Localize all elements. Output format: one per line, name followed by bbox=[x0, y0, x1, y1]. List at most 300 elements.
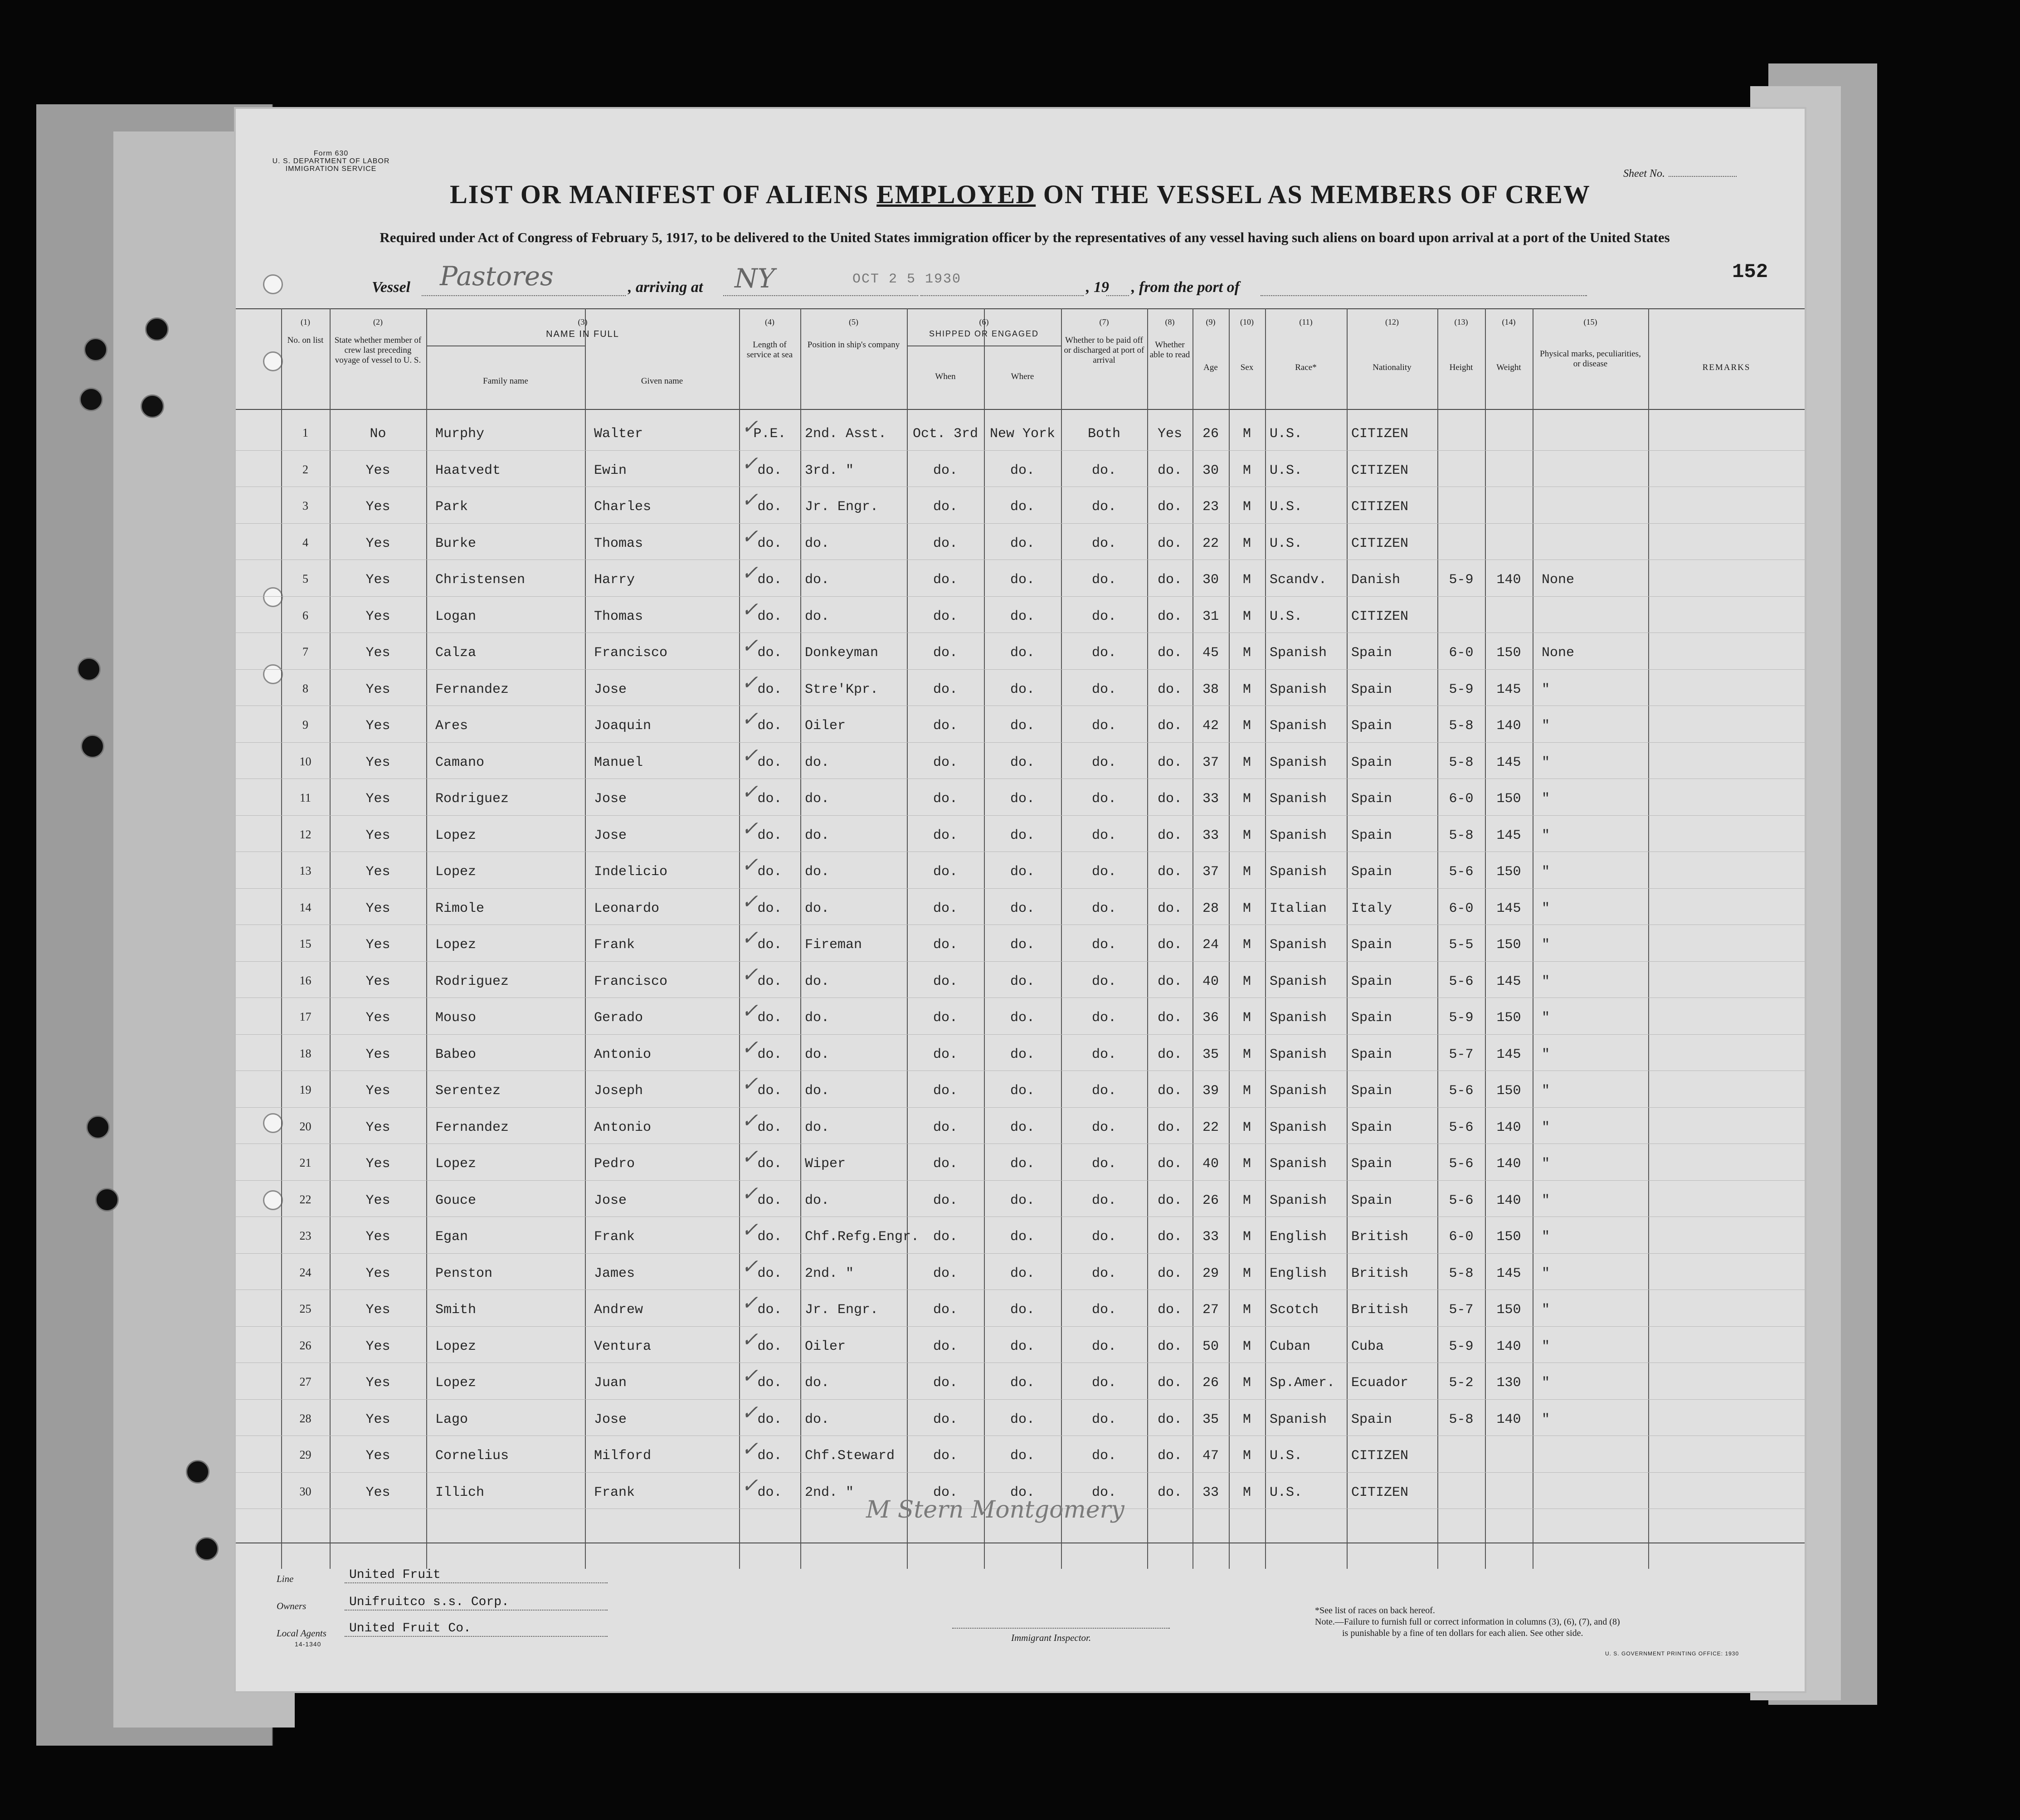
check-mark-icon: ✓ bbox=[741, 1182, 758, 1205]
height-cell: 5-8 bbox=[1449, 1411, 1474, 1427]
able-read-cell: do. bbox=[1157, 1375, 1182, 1391]
paid-off-cell: do. bbox=[1091, 827, 1116, 843]
prev-voyage-cell: Yes bbox=[365, 791, 390, 807]
shipped-when-cell: do. bbox=[933, 718, 958, 734]
owners-blank bbox=[345, 1610, 608, 1611]
row-number: 6 bbox=[302, 608, 308, 622]
age-cell: 26 bbox=[1202, 1192, 1219, 1208]
department-name: U. S. DEPARTMENT OF LABOR bbox=[272, 157, 390, 165]
shipped-where-cell: New York bbox=[989, 426, 1056, 442]
row-number: 5 bbox=[302, 572, 308, 585]
given-name-cell: Jose bbox=[594, 827, 627, 843]
binder-hole bbox=[86, 1115, 110, 1139]
document-subtitle: Required under Act of Congress of February 5, 1917, to be delivered to the United States immigration officer by the representatives of any vessel having such aliens on board upon arrival at a port of the United States bbox=[380, 229, 1670, 245]
sex-cell: M bbox=[1242, 754, 1251, 770]
prev-voyage-cell: Yes bbox=[365, 1156, 390, 1172]
header-length-service: Length of service at sea bbox=[746, 340, 793, 360]
able-read-cell: do. bbox=[1157, 535, 1182, 551]
nationality-cell: CITIZEN bbox=[1351, 1484, 1409, 1500]
shipped-when-cell: do. bbox=[933, 1411, 958, 1427]
race-cell: U.S. bbox=[1270, 462, 1303, 478]
shipped-where-cell: do. bbox=[1010, 900, 1035, 916]
row-number: 16 bbox=[299, 973, 312, 987]
binder-hole bbox=[145, 317, 169, 341]
physical-marks-cell: " bbox=[1542, 791, 1550, 807]
height-cell: 5-7 bbox=[1449, 1302, 1474, 1318]
family-name-cell: Gouce bbox=[435, 1192, 477, 1208]
length-service-cell: do. bbox=[757, 572, 782, 588]
sex-cell: M bbox=[1242, 1302, 1251, 1318]
check-mark-icon: ✓ bbox=[741, 1145, 758, 1168]
row-rule bbox=[236, 1326, 1805, 1327]
nationality-cell: Spain bbox=[1351, 864, 1392, 880]
row-number: 7 bbox=[302, 645, 308, 658]
col-number: (5) bbox=[849, 317, 858, 326]
sex-cell: M bbox=[1242, 791, 1251, 807]
shipped-where-cell: do. bbox=[1010, 499, 1035, 515]
age-cell: 39 bbox=[1202, 1083, 1219, 1099]
race-cell: U.S. bbox=[1270, 499, 1303, 515]
row-number: 10 bbox=[299, 754, 312, 768]
age-cell: 45 bbox=[1202, 645, 1219, 661]
check-mark-icon: ✓ bbox=[741, 1036, 758, 1059]
form-identifier bbox=[272, 150, 390, 173]
owners-value: Unifruitco s.s. Corp. bbox=[349, 1595, 509, 1609]
family-name-cell: Christensen bbox=[435, 572, 526, 588]
agents-value: United Fruit Co. bbox=[349, 1621, 471, 1635]
date-stamp: OCT 2 5 1930 bbox=[852, 272, 962, 287]
col-rule bbox=[1265, 308, 1266, 1569]
prev-voyage-cell: Yes bbox=[365, 1265, 390, 1281]
age-cell: 37 bbox=[1202, 754, 1219, 770]
prev-voyage-cell: Yes bbox=[365, 499, 390, 515]
height-cell: 5-9 bbox=[1449, 1338, 1474, 1354]
crew-table bbox=[236, 308, 1805, 1569]
inspector-signature: M Stern Montgomery bbox=[866, 1496, 1124, 1523]
shipped-when-cell: do. bbox=[933, 681, 958, 697]
paid-off-cell: do. bbox=[1091, 645, 1116, 661]
check-mark-icon: ✓ bbox=[741, 963, 758, 986]
race-cell: Spanish bbox=[1270, 681, 1327, 697]
binder-hole bbox=[81, 735, 104, 758]
physical-marks-cell: " bbox=[1542, 754, 1550, 770]
col-number: (11) bbox=[1299, 317, 1313, 326]
title-part-3: ON THE VESSEL AS MEMBERS OF CREW bbox=[1036, 180, 1591, 209]
prev-voyage-cell: Yes bbox=[365, 900, 390, 916]
height-cell: 6-0 bbox=[1449, 791, 1474, 807]
given-name-cell: Jose bbox=[594, 1192, 627, 1208]
shipped-where-cell: do. bbox=[1010, 1448, 1035, 1464]
row-rule bbox=[236, 596, 1805, 597]
family-name-cell: Egan bbox=[435, 1229, 468, 1245]
check-mark-icon: ✓ bbox=[741, 890, 758, 913]
check-mark-icon: ✓ bbox=[741, 1291, 758, 1314]
sex-cell: M bbox=[1242, 827, 1251, 843]
sex-cell: M bbox=[1242, 1046, 1251, 1062]
header-name-in-full: NAME IN FULL bbox=[546, 329, 619, 339]
height-cell: 5-8 bbox=[1449, 718, 1474, 734]
paid-off-cell: do. bbox=[1091, 572, 1116, 588]
sex-cell: M bbox=[1242, 973, 1251, 989]
footnote-races: *See list of races on back hereof. bbox=[1315, 1606, 1435, 1616]
prev-voyage-cell: Yes bbox=[365, 754, 390, 770]
row-rule bbox=[236, 450, 1805, 451]
given-name-cell: Walter bbox=[594, 426, 643, 442]
row-number: 22 bbox=[299, 1192, 312, 1206]
family-name-cell: Ares bbox=[435, 718, 468, 734]
col-number: (8) bbox=[1165, 317, 1175, 326]
prev-voyage-cell: Yes bbox=[365, 1411, 390, 1427]
check-mark-icon: ✓ bbox=[741, 634, 758, 657]
race-cell: Spanish bbox=[1270, 864, 1327, 880]
sex-cell: M bbox=[1242, 1192, 1251, 1208]
row-rule bbox=[236, 1399, 1805, 1400]
length-service-cell: do. bbox=[757, 754, 782, 770]
shipped-when-cell: do. bbox=[933, 645, 958, 661]
row-rule bbox=[236, 815, 1805, 816]
paid-off-cell: do. bbox=[1091, 1265, 1116, 1281]
prev-voyage-cell: Yes bbox=[365, 1338, 390, 1354]
given-name-cell: James bbox=[594, 1265, 635, 1281]
shipped-when-cell: do. bbox=[933, 864, 958, 880]
able-read-cell: do. bbox=[1157, 462, 1182, 478]
position-cell: Wiper bbox=[805, 1156, 846, 1172]
check-mark-icon: ✓ bbox=[741, 999, 758, 1022]
paid-off-cell: do. bbox=[1091, 754, 1116, 770]
service-name: IMMIGRATION SERVICE bbox=[285, 165, 377, 173]
race-cell: Spanish bbox=[1270, 754, 1327, 770]
height-cell: 5-6 bbox=[1449, 1192, 1474, 1208]
header-prev-voyage: State whether member of crew last preceding voyage of vessel to U. S. bbox=[334, 336, 422, 365]
shipped-when-cell: do. bbox=[933, 1229, 958, 1245]
arriving-value: NY bbox=[735, 263, 775, 294]
position-cell: do. bbox=[805, 535, 830, 551]
header-paid-off: Whether to be paid off or discharged at port of arrival bbox=[1064, 336, 1144, 365]
able-read-cell: do. bbox=[1157, 1229, 1182, 1245]
prev-voyage-cell: Yes bbox=[365, 864, 390, 880]
given-name-cell: Ventura bbox=[594, 1338, 652, 1354]
paid-off-cell: do. bbox=[1091, 937, 1116, 953]
form-number: Form 630 bbox=[313, 150, 349, 157]
length-service-cell: do. bbox=[757, 681, 782, 697]
race-cell: Spanish bbox=[1270, 718, 1327, 734]
able-read-cell: do. bbox=[1157, 499, 1182, 515]
given-name-cell: Indelicio bbox=[594, 864, 668, 880]
age-cell: 37 bbox=[1202, 864, 1219, 880]
shipped-where-cell: do. bbox=[1010, 535, 1035, 551]
shipped-when-cell: do. bbox=[933, 1192, 958, 1208]
position-cell: 2nd. " bbox=[805, 1484, 854, 1500]
race-cell: Spanish bbox=[1270, 1046, 1327, 1062]
footnote-fine-cont: is punishable by a fine of ten dollars for each alien. See other side. bbox=[1342, 1628, 1583, 1638]
prev-voyage-cell: Yes bbox=[365, 462, 390, 478]
paid-off-cell: do. bbox=[1091, 462, 1116, 478]
age-cell: 42 bbox=[1202, 718, 1219, 734]
col-number: (6) bbox=[979, 317, 989, 326]
able-read-cell: do. bbox=[1157, 1484, 1182, 1500]
sex-cell: M bbox=[1242, 1083, 1251, 1099]
nationality-cell: Spain bbox=[1351, 718, 1392, 734]
physical-marks-cell: " bbox=[1542, 864, 1550, 880]
age-cell: 22 bbox=[1202, 535, 1219, 551]
paid-off-cell: do. bbox=[1091, 1046, 1116, 1062]
row-number: 14 bbox=[299, 900, 312, 914]
row-number: 13 bbox=[299, 864, 312, 877]
binder-hole bbox=[95, 1188, 119, 1212]
nationality-cell: Cuba bbox=[1351, 1338, 1384, 1354]
length-service-cell: do. bbox=[757, 1338, 782, 1354]
check-mark-icon: ✓ bbox=[741, 853, 758, 876]
shipped-when-cell: do. bbox=[933, 1338, 958, 1354]
shipped-when-cell: do. bbox=[933, 1083, 958, 1099]
check-mark-icon: ✓ bbox=[741, 1072, 758, 1095]
weight-cell: 145 bbox=[1496, 754, 1521, 770]
position-cell: do. bbox=[805, 572, 830, 588]
race-cell: Spanish bbox=[1270, 1156, 1327, 1172]
physical-marks-cell: " bbox=[1542, 1375, 1550, 1391]
length-service-cell: do. bbox=[757, 1192, 782, 1208]
paid-off-cell: do. bbox=[1091, 608, 1116, 624]
height-cell: 5-9 bbox=[1449, 681, 1474, 697]
physical-marks-cell: " bbox=[1542, 1302, 1550, 1318]
position-cell: do. bbox=[805, 791, 830, 807]
col-number: (9) bbox=[1206, 317, 1216, 326]
able-read-cell: do. bbox=[1157, 1046, 1182, 1062]
check-mark-icon: ✓ bbox=[741, 525, 758, 548]
able-read-cell: do. bbox=[1157, 718, 1182, 734]
paid-off-cell: do. bbox=[1091, 1448, 1116, 1464]
check-mark-icon: ✓ bbox=[741, 744, 758, 767]
header-position: Position in ship's company bbox=[807, 340, 900, 350]
header-sex: Sex bbox=[1240, 363, 1254, 372]
position-cell: do. bbox=[805, 1010, 830, 1026]
length-service-cell: do. bbox=[757, 1156, 782, 1172]
race-cell: Spanish bbox=[1270, 827, 1327, 843]
race-cell: Scandv. bbox=[1270, 572, 1327, 588]
race-cell: Sp.Amer. bbox=[1270, 1375, 1335, 1391]
race-cell: English bbox=[1270, 1229, 1327, 1245]
given-name-cell: Joseph bbox=[594, 1083, 643, 1099]
shipped-where-cell: do. bbox=[1010, 1192, 1035, 1208]
race-cell: Scotch bbox=[1270, 1302, 1319, 1318]
family-name-cell: Burke bbox=[435, 535, 477, 551]
sex-cell: M bbox=[1242, 681, 1251, 697]
sex-cell: M bbox=[1242, 462, 1251, 478]
check-mark-icon: ✓ bbox=[741, 452, 758, 475]
shipped-when-cell: do. bbox=[933, 1046, 958, 1062]
height-cell: 5-6 bbox=[1449, 973, 1474, 989]
prev-voyage-cell: Yes bbox=[365, 1229, 390, 1245]
nationality-cell: CITIZEN bbox=[1351, 608, 1409, 624]
race-cell: English bbox=[1270, 1265, 1327, 1281]
physical-marks-cell: " bbox=[1542, 1265, 1550, 1281]
row-rule bbox=[236, 961, 1805, 962]
form-code: 14-1340 bbox=[295, 1640, 321, 1648]
table-top-rule bbox=[236, 308, 1805, 309]
sex-cell: M bbox=[1242, 1229, 1251, 1245]
able-read-cell: do. bbox=[1157, 1119, 1182, 1135]
header-family-name: Family name bbox=[483, 376, 528, 386]
prev-voyage-cell: Yes bbox=[365, 937, 390, 953]
race-cell: Spanish bbox=[1270, 645, 1327, 661]
length-service-cell: do. bbox=[757, 1484, 782, 1500]
position-cell: do. bbox=[805, 1192, 830, 1208]
length-service-cell: do. bbox=[757, 535, 782, 551]
nationality-cell: Spain bbox=[1351, 791, 1392, 807]
family-name-cell: Lopez bbox=[435, 1156, 477, 1172]
row-number: 3 bbox=[302, 499, 308, 512]
prev-voyage-cell: Yes bbox=[365, 608, 390, 624]
nationality-cell: Spain bbox=[1351, 1156, 1392, 1172]
physical-marks-cell: " bbox=[1542, 1411, 1550, 1427]
check-mark-icon: ✓ bbox=[741, 598, 758, 621]
family-name-cell: Lopez bbox=[435, 1338, 477, 1354]
sex-cell: M bbox=[1242, 1119, 1251, 1135]
length-service-cell: do. bbox=[757, 499, 782, 515]
age-cell: 35 bbox=[1202, 1046, 1219, 1062]
sex-cell: M bbox=[1242, 1010, 1251, 1026]
shipped-when-cell: do. bbox=[933, 608, 958, 624]
row-number: 30 bbox=[299, 1484, 312, 1498]
sex-cell: M bbox=[1242, 900, 1251, 916]
shipped-where-cell: do. bbox=[1010, 572, 1035, 588]
shipped-where-cell: do. bbox=[1010, 864, 1035, 880]
length-service-cell: do. bbox=[757, 1375, 782, 1391]
nationality-cell: Spain bbox=[1351, 973, 1392, 989]
shipped-where-cell: do. bbox=[1010, 1375, 1035, 1391]
height-cell: 5-6 bbox=[1449, 1119, 1474, 1135]
race-cell: Spanish bbox=[1270, 791, 1327, 807]
nationality-cell: CITIZEN bbox=[1351, 426, 1409, 442]
sex-cell: M bbox=[1242, 1338, 1251, 1354]
age-cell: 29 bbox=[1202, 1265, 1219, 1281]
given-name-cell: Charles bbox=[594, 499, 652, 515]
family-name-cell: Rodriguez bbox=[435, 791, 509, 807]
family-name-cell: Penston bbox=[435, 1265, 493, 1281]
sex-cell: M bbox=[1242, 608, 1251, 624]
paid-off-cell: do. bbox=[1091, 1411, 1116, 1427]
row-number: 4 bbox=[302, 535, 308, 549]
shipped-where-cell: do. bbox=[1010, 1484, 1035, 1500]
height-cell: 5-8 bbox=[1449, 827, 1474, 843]
paid-off-cell: do. bbox=[1091, 1484, 1116, 1500]
given-name-cell: Frank bbox=[594, 1484, 635, 1500]
nationality-cell: Italy bbox=[1351, 900, 1392, 916]
shipped-when-cell: do. bbox=[933, 1448, 958, 1464]
row-number: 23 bbox=[299, 1229, 312, 1242]
given-name-cell: Francisco bbox=[594, 973, 668, 989]
shipped-where-cell: do. bbox=[1010, 1083, 1035, 1099]
sex-cell: M bbox=[1242, 937, 1251, 953]
position-cell: do. bbox=[805, 1375, 830, 1391]
age-cell: 22 bbox=[1202, 1119, 1219, 1135]
family-name-cell: Illich bbox=[435, 1484, 485, 1500]
check-mark-icon: ✓ bbox=[741, 1401, 758, 1424]
position-cell: 2nd. " bbox=[805, 1265, 854, 1281]
weight-cell: 145 bbox=[1496, 1265, 1521, 1281]
age-cell: 33 bbox=[1202, 827, 1219, 843]
sex-cell: M bbox=[1242, 1156, 1251, 1172]
shipped-where-cell: do. bbox=[1010, 973, 1035, 989]
row-number: 27 bbox=[299, 1375, 312, 1388]
prev-voyage-cell: Yes bbox=[365, 1119, 390, 1135]
shipped-when-cell: do. bbox=[933, 1156, 958, 1172]
row-number: 9 bbox=[302, 718, 308, 731]
col-number: (15) bbox=[1583, 317, 1597, 326]
weight-cell: 140 bbox=[1496, 1338, 1521, 1354]
nationality-cell: Spain bbox=[1351, 1046, 1392, 1062]
position-cell: do. bbox=[805, 608, 830, 624]
header-nationality: Nationality bbox=[1373, 363, 1412, 372]
prev-voyage-cell: Yes bbox=[365, 1192, 390, 1208]
length-service-cell: do. bbox=[757, 827, 782, 843]
col-number: (12) bbox=[1385, 317, 1399, 326]
check-mark-icon: ✓ bbox=[741, 1364, 758, 1387]
shipped-when-cell: do. bbox=[933, 754, 958, 770]
family-name-cell: Smith bbox=[435, 1302, 477, 1318]
family-name-cell: Cornelius bbox=[435, 1448, 509, 1464]
able-read-cell: do. bbox=[1157, 791, 1182, 807]
given-name-cell: Antonio bbox=[594, 1046, 652, 1062]
given-name-cell: Thomas bbox=[594, 535, 643, 551]
check-mark-icon: ✓ bbox=[741, 707, 758, 730]
paid-off-cell: do. bbox=[1091, 535, 1116, 551]
age-cell: 33 bbox=[1202, 1229, 1219, 1245]
check-mark-icon: ✓ bbox=[741, 1437, 758, 1460]
weight-cell: 140 bbox=[1496, 1156, 1521, 1172]
position-cell: Chf.Steward bbox=[805, 1448, 895, 1464]
length-service-cell: do. bbox=[757, 1302, 782, 1318]
given-name-cell: Leonardo bbox=[594, 900, 660, 916]
prev-voyage-cell: Yes bbox=[365, 1083, 390, 1099]
header-given-name: Given name bbox=[641, 376, 683, 386]
shipped-where-cell: do. bbox=[1010, 681, 1035, 697]
nationality-cell: Spain bbox=[1351, 827, 1392, 843]
nationality-cell: British bbox=[1351, 1302, 1409, 1318]
check-mark-icon: ✓ bbox=[741, 780, 758, 803]
check-mark-icon: ✓ bbox=[741, 415, 758, 438]
family-name-cell: Park bbox=[435, 499, 468, 515]
prev-voyage-cell: Yes bbox=[365, 973, 390, 989]
paid-off-cell: do. bbox=[1091, 1156, 1116, 1172]
physical-marks-cell: " bbox=[1542, 1156, 1550, 1172]
physical-marks-cell: " bbox=[1542, 937, 1550, 953]
paid-off-cell: do. bbox=[1091, 900, 1116, 916]
row-number: 25 bbox=[299, 1302, 312, 1315]
family-name-cell: Lopez bbox=[435, 864, 477, 880]
age-cell: 28 bbox=[1202, 900, 1219, 916]
binder-hole bbox=[195, 1537, 219, 1561]
header-no-on-list: No. on list bbox=[287, 336, 324, 345]
prev-voyage-cell: Yes bbox=[365, 827, 390, 843]
weight-cell: 145 bbox=[1496, 827, 1521, 843]
manifest-sheet bbox=[236, 109, 1805, 1691]
paid-off-cell: do. bbox=[1091, 1192, 1116, 1208]
able-read-cell: do. bbox=[1157, 1156, 1182, 1172]
shipped-when-cell: do. bbox=[933, 973, 958, 989]
line-value: United Fruit bbox=[349, 1568, 441, 1582]
row-number: 15 bbox=[299, 937, 312, 950]
length-service-cell: do. bbox=[757, 1448, 782, 1464]
able-read-cell: do. bbox=[1157, 754, 1182, 770]
sex-cell: M bbox=[1242, 1448, 1251, 1464]
position-cell: Oiler bbox=[805, 718, 846, 734]
row-number: 11 bbox=[299, 791, 312, 804]
header-when: When bbox=[935, 372, 956, 381]
given-name-cell: Frank bbox=[594, 937, 635, 953]
row-rule bbox=[236, 742, 1805, 743]
sheet-hole bbox=[263, 274, 283, 294]
